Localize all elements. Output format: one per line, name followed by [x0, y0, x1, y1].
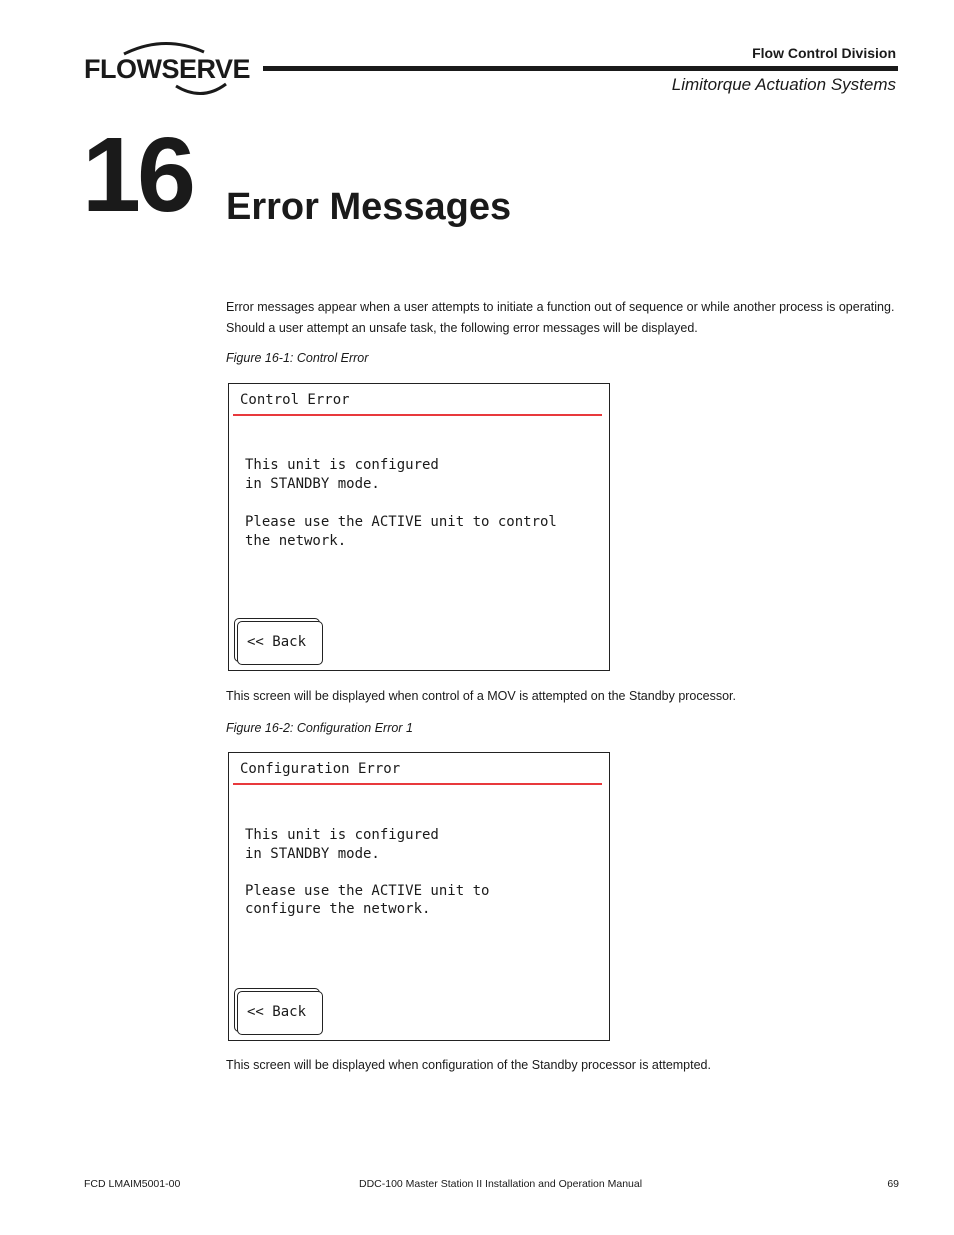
intro-paragraph [226, 297, 906, 339]
chapter-title: Error Messages [226, 186, 512, 228]
message-line: This unit is configured [245, 827, 439, 843]
screen-title: Control Error [240, 392, 350, 408]
message-line: in STANDBY mode. [245, 476, 380, 492]
control-error-screen [228, 383, 610, 671]
figure-1-description: This screen will be displayed when control of a MOV is attempted on the Standby processor. [226, 689, 736, 703]
intro-line-2: Should a user attempt an unsafe task, the following error messages will be displayed. [226, 321, 698, 335]
logo-wordmark: FLOWSERVE [84, 54, 251, 84]
back-button[interactable] [237, 991, 323, 1035]
message-line: the network. [245, 533, 347, 549]
figure-2-description: This screen will be displayed when configuration of the Standby processor is attempted. [226, 1058, 711, 1072]
message-line: in STANDBY mode. [245, 846, 380, 862]
message-line: Please use the ACTIVE unit to [245, 883, 490, 899]
footer-manual-title: DDC-100 Master Station II Installation and Operation Manual [359, 1178, 643, 1190]
message-line: Please use the ACTIVE unit to control [245, 514, 557, 530]
back-button-label: << Back [247, 1004, 307, 1020]
systems-label: Limitorque Actuation Systems [671, 75, 896, 94]
title-divider [233, 783, 602, 785]
header-rule [263, 66, 898, 71]
screen-title: Configuration Error [240, 761, 401, 777]
footer-doc-code: FCD LMAIM5001-00 [84, 1178, 181, 1190]
footer-page-number: 69 [887, 1178, 899, 1190]
figure-1-caption: Figure 16-1: Control Error [226, 351, 369, 365]
message-line: This unit is configured [245, 457, 439, 473]
back-button[interactable] [237, 621, 323, 665]
message-line: configure the network. [245, 901, 431, 917]
division-label: Flow Control Division [752, 45, 896, 61]
configuration-error-screen [228, 752, 610, 1041]
chapter-number: 16 [82, 116, 192, 234]
figure-2-caption: Figure 16-2: Configuration Error 1 [226, 721, 413, 735]
title-divider [233, 414, 602, 416]
intro-line-1: Error messages appear when a user attempts to initiate a function out of sequence or while another process is operating. [226, 300, 895, 314]
back-button-label: << Back [247, 634, 307, 650]
